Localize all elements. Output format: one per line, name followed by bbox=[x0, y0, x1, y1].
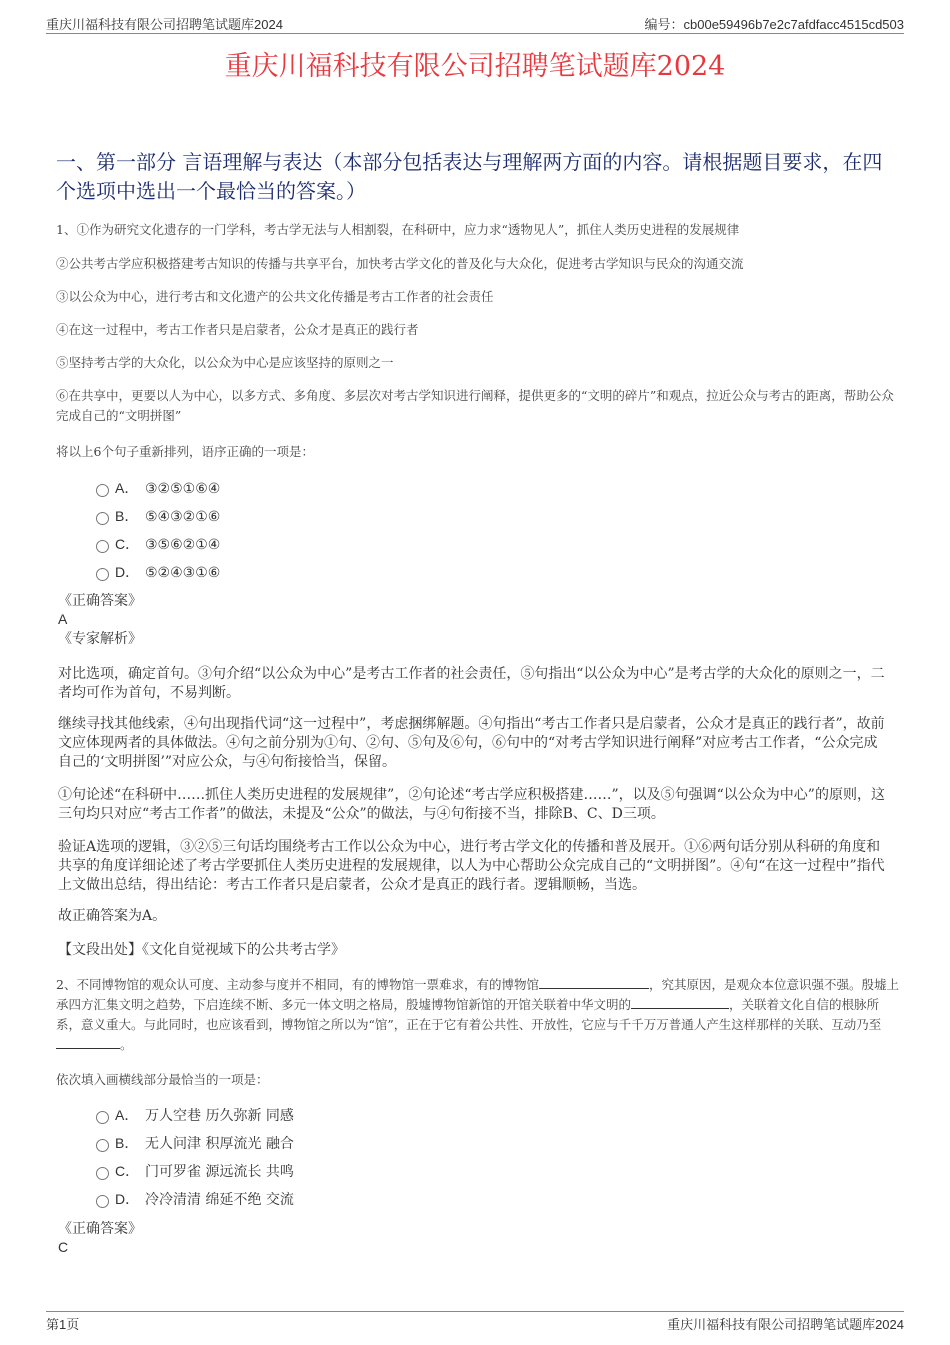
radio-icon[interactable] bbox=[96, 568, 109, 581]
radio-icon[interactable] bbox=[96, 484, 109, 497]
footer-doc-title: 重庆川福科技有限公司招聘笔试题库2024 bbox=[667, 1317, 904, 1332]
radio-icon[interactable] bbox=[96, 1139, 109, 1152]
q1-sentence-5: ⑤坚持考古学的大众化，以公众为中心是应该坚持的原则之一 bbox=[56, 355, 394, 370]
q1-answer-label: 《正确答案》 bbox=[58, 593, 142, 609]
radio-icon[interactable] bbox=[96, 1167, 109, 1180]
q2-option-b[interactable]: B． 无人问津 积厚流光 融合 bbox=[96, 1133, 294, 1153]
blank-3 bbox=[56, 1036, 120, 1049]
q1-explanation-5: 故正确答案为A。 bbox=[58, 908, 167, 924]
q1-option-b[interactable]: B． ⑤④③②①⑥ bbox=[96, 506, 220, 526]
radio-icon[interactable] bbox=[96, 540, 109, 553]
q2-option-a[interactable]: A． 万人空巷 历久弥新 同感 bbox=[96, 1105, 294, 1125]
q1-sentence-4: ④在这一过程中，考古工作者只是启蒙者，公众才是真正的践行者 bbox=[56, 322, 419, 337]
q2-option-d[interactable]: D． 冷冷清清 绵延不绝 交流 bbox=[96, 1189, 294, 1209]
q1-explanation-1: 对比选项，确定首句。③句介绍“以公众为中心”是考古工作者的社会责任，⑤句指出“以公众为中心”是考古学的大众化的原则之一，二者均可作为首句，不易判断。 bbox=[58, 666, 885, 701]
q1-sentence-1: 1、①作为研究文化遗存的一门学科，考古学无法与人相割裂，在科研中，应力求“透物见人”，抓住人类历史进程的发展规律 bbox=[56, 222, 740, 237]
q1-source: 【文段出处】《文化自觉视域下的公共考古学》 bbox=[58, 942, 345, 958]
q1-option-d[interactable]: D． ⑤②④③①⑥ bbox=[96, 562, 220, 582]
page-number: 第1页 bbox=[46, 1317, 80, 1332]
footer-divider bbox=[46, 1311, 904, 1312]
q2-answer-label: 《正确答案》 bbox=[58, 1221, 142, 1237]
header-doc-title: 重庆川福科技有限公司招聘笔试题库2024 bbox=[46, 17, 283, 32]
page-title: 重庆川福科技有限公司招聘笔试题库2024 bbox=[224, 51, 726, 82]
q1-explanation-4: 验证A选项的逻辑，③②⑤三句话均围绕考古工作以公众为中心，进行考古学文化的传播和普及展开。①⑥两句话分别从科研的角度和共享的角度详细论述了考古学要抓住人类历史进程的发展规律，以人为中心帮助公众完成自己的“文明拼图”。④句“在这一过程中”指代上文做出总结，得出结论：考古工作者只是启蒙者，公众才是真正的践行者。逻辑顺畅，当选。 bbox=[58, 839, 885, 893]
q1-explanation-2: 继续寻找其他线索，④句出现指代词“这一过程中”，考虑捆绑解题。④句指出“考古工作者只是启蒙者，公众才是真正的践行者”，故前文应体现两者的具体做法。④句之前分别为①句、②句、⑤句及⑥句，⑥句中的“对考古学知识进行阐释”对应考古工作者，“公众完成自己的‘文明拼图’”对应公众，与④句衔接恰当，保留。 bbox=[58, 716, 885, 770]
blank-1 bbox=[539, 976, 649, 989]
radio-icon[interactable] bbox=[96, 512, 109, 525]
q1-option-a[interactable]: A． ③②⑤①⑥④ bbox=[96, 478, 220, 498]
q1-prompt: 将以上6个句子重新排列，语序正确的一项是： bbox=[56, 444, 314, 459]
q1-sentence-3: ③以公众为中心，进行考古和文化遗产的公共文化传播是考古工作者的社会责任 bbox=[56, 289, 494, 304]
q1-option-c[interactable]: C． ③⑤⑥②①④ bbox=[96, 534, 220, 554]
q2-option-c[interactable]: C． 门可罗雀 源远流长 共鸣 bbox=[96, 1161, 294, 1181]
radio-icon[interactable] bbox=[96, 1195, 109, 1208]
radio-icon[interactable] bbox=[96, 1111, 109, 1124]
q2-answer: C bbox=[58, 1239, 69, 1255]
section-heading: 一、第一部分 言语理解与表达（本部分包括表达与理解两方面的内容。请根据题目要求，在四个选项中选出一个最恰当的答案。） bbox=[56, 150, 883, 203]
q1-analysis-label: 《专家解析》 bbox=[58, 631, 142, 647]
q1-sentence-2: ②公共考古学应积极搭建考古知识的传播与共享平台，加快考古学文化的普及化与大众化，促进考古学知识与民众的沟通交流 bbox=[56, 256, 744, 271]
q1-answer: A bbox=[58, 611, 68, 627]
page-header bbox=[46, 14, 904, 34]
q2-passage: 2、不同博物馆的观众认可度、主动参与度并不相同，有的博物馆一票难求，有的博物馆 ，究其原因，是观众本位意识强不强。殷墟上承四方汇集文明之趋势，下启连续不断、多元一体文明之格局，殷墟博物馆新馆的开馆关联着中华文明的 ，关联着文化自信的根脉所系，意义重大。与此同时，也应该看到，博物馆之所以为“馆”，正在于它有着公共性、开放性，它应与千千万万普通人产生这样那样的关联、互动乃至。 bbox=[56, 977, 899, 1052]
q1-sentence-6: ⑥在共享中，更要以人为中心，以多方式、多角度、多层次对考古学知识进行阐释，提供更多的“文明的碎片”和观点，拉近公众与考古的距离，帮助公众完成自己的“文明拼图” bbox=[56, 388, 894, 423]
q1-explanation-3: ①句论述“在科研中……抓住人类历史进程的发展规律”，②句论述“考古学应积极搭建……”，以及⑤句强调“以公众为中心”的原则，这三句均只对应“考古工作者”的做法，未提及“公众”的做法，与④句衔接不当，排除B、C、D三项。 bbox=[58, 787, 885, 822]
header-divider bbox=[46, 33, 904, 34]
header-doc-id: 编号：cb00e59496b7e2c7afdfacc4515cd503 bbox=[644, 17, 904, 32]
blank-2 bbox=[631, 996, 729, 1009]
q2-prompt: 依次填入画横线部分最恰当的一项是： bbox=[56, 1072, 269, 1087]
